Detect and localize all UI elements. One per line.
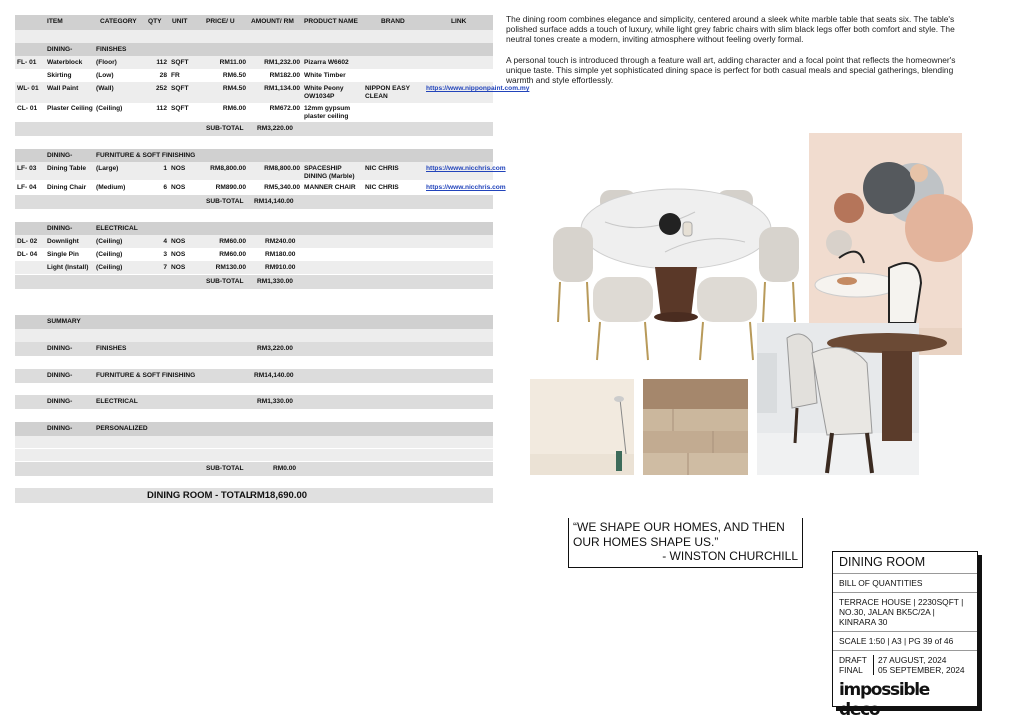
item-unit: FR [171,72,180,79]
subtotal-value: RM14,140.00 [254,198,294,205]
summary-name: ELECTRICAL [96,398,138,405]
final-date: 05 SEPTEMBER, 2024 [873,665,965,675]
item-name: Waterblock [47,59,83,66]
subtotal-label: SUB-TOTAL [206,125,244,132]
item-code: DL- 04 [17,251,38,258]
wall-paint-image [530,379,634,475]
section-name: ELECTRICAL [96,225,138,232]
item-price: RM890.00 [215,184,246,191]
item-brand: NIC CHRIS [365,184,399,191]
subtotal-label: SUB-TOTAL [206,465,244,472]
summary-amount: RM14,140.00 [254,372,294,379]
item-amount: RM1,232.00 [264,59,300,66]
draft-label: DRAFT [839,655,867,665]
subtotal-row [15,275,493,289]
summary-name: FURNITURE & SOFT FINISHING [96,372,196,379]
table-spacer [15,449,493,461]
item-price: RM60.00 [219,238,246,245]
item-brand: NIC CHRIS [365,165,399,172]
draft-date: 27 AUGUST, 2024 [873,655,946,665]
description-paragraph-1: The dining room combines elegance and simplicity, centered around a sleek white marble table that seats six. The table's polished surface adds a touch of luxury, while light grey fabric chairs with slim black legs offer both comfort and style. The neutral tones create a modern, inviting atmosphere without feeling overly formal. [506,14,955,45]
subtotal-label: SUB-TOTAL [206,278,244,285]
summary-name: FINISHES [96,345,127,352]
summary-room: DINING- [47,398,73,405]
table-spacer [15,329,493,342]
quote-author: - WINSTON CHURCHILL [662,549,798,563]
item-category: (Ceiling) [96,238,123,245]
item-price: RM6.50 [222,72,246,79]
item-unit: SQFT [171,85,189,92]
final-row [839,665,971,675]
drawing-title: DINING ROOM [833,552,977,574]
feature-wall-art-image [809,133,962,355]
subtotal-value: RM3,220.00 [257,125,293,132]
summary-heading: SUMMARY [47,318,81,325]
header-category: CATEGORY [100,18,137,25]
item-unit: NOS [171,165,186,172]
subtotal-row [15,122,493,136]
dining-chair-image [757,323,919,475]
section-name: FINISHES [96,46,127,53]
item-qty: 4 [163,238,167,245]
summary-room: DINING- [47,345,73,352]
item-qty: 7 [163,264,167,271]
item-name: Downlight [47,238,79,245]
item-name: Single Pin [47,251,79,258]
item-qty: 1 [163,165,167,172]
item-code: LF- 04 [17,184,37,191]
brand-logo: impossible deco [839,680,929,720]
item-category: (Large) [96,165,119,172]
item-brand: NIPPON EASY CLEAN [365,85,410,100]
item-amount: RM240.00 [265,238,296,245]
item-amount: RM8,800.00 [264,165,300,172]
item-category: (Wall) [96,85,114,92]
section-name: FURNITURE & SOFT FINISHING [96,152,196,159]
section-header-finishes [15,43,493,56]
final-label: FINAL [839,665,863,675]
section-room: DINING- [47,225,73,232]
dates [833,651,977,677]
scale-info: SCALE 1:50 | A3 | PG 39 of 46 [833,632,977,651]
summary-name: PERSONALIZED [96,425,148,432]
item-name: Dining Table [47,165,87,172]
item-category: (Low) [96,72,114,79]
summary-room: DINING- [47,425,73,432]
item-price: RM6.00 [222,105,246,112]
item-price: RM130.00 [215,264,246,271]
item-product: SPACESHIP DINING (Marble) [304,165,355,180]
item-product: MANNER CHAIR [304,184,356,191]
item-category: (Ceiling) [96,264,123,271]
item-qty: 28 [159,72,167,79]
item-amount: RM5,340.00 [264,184,300,191]
drawing-subtitle: BILL OF QUANTITIES [833,574,977,593]
summary-amount: RM3,220.00 [257,345,293,352]
header-item: ITEM [47,18,63,25]
item-amount: RM672.00 [269,105,300,112]
table-row [15,235,493,248]
product-link[interactable]: https://www.nicchris.com [426,165,506,172]
section-room: DINING- [47,46,73,53]
item-qty: 252 [155,85,167,92]
header-price: PRICE/ U [206,18,235,25]
item-code: CL- 01 [17,105,38,112]
summary-subtotal-row [15,462,493,476]
quote-text: “WE SHAPE OUR HOMES, AND THEN OUR HOMES SHAPE US.” [573,520,785,549]
item-unit: NOS [171,264,186,271]
room-description [506,14,976,95]
draft-row [839,655,971,665]
header-product: PRODUCT NAME [304,18,358,25]
item-name: Skirting [47,72,72,79]
item-product: White Timber [304,72,346,79]
item-unit: SQFT [171,59,189,66]
item-product: Pizarra W6602 [304,59,349,66]
item-code: DL- 02 [17,238,38,245]
item-name: Dining Chair [47,184,87,191]
item-price: RM11.00 [219,59,246,66]
product-link[interactable]: https://www.nicchris.com [426,184,506,191]
quote-box [568,518,803,568]
item-amount: RM182.00 [269,72,300,79]
summary-row [15,342,493,356]
project-info: TERRACE HOUSE | 2230SQFT | NO.30, JALAN BK5C/2A | KINRARA 30 [833,593,977,632]
section-header-electrical [15,222,493,235]
item-qty: 112 [156,105,167,112]
summary-header [15,315,493,329]
table-spacer [15,436,493,448]
total-value: RM18,690.00 [250,490,308,501]
item-code: WL- 01 [17,85,39,92]
header-unit: UNIT [172,18,188,25]
product-link[interactable]: https://www.nipponpaint.com.my [426,85,530,92]
floor-texture-image [643,379,748,475]
item-amount: RM1,134.00 [264,85,300,92]
header-amount: AMOUNT/ RM [251,18,294,25]
item-product: White Peony OW1034P [304,85,344,100]
item-price: RM4.50 [222,85,246,92]
item-code: FL- 01 [17,59,37,66]
title-block [832,551,978,720]
header-brand: BRAND [381,18,405,25]
item-qty: 112 [156,59,167,66]
summary-room: DINING- [47,372,73,379]
table-spacer [15,30,493,43]
header-qty: QTY [148,18,162,25]
item-amount: RM180.00 [265,251,296,258]
summary-amount: RM1,330.00 [257,398,293,405]
item-qty: 6 [163,184,167,191]
total-label: DINING ROOM - TOTAL [147,490,252,501]
item-unit: NOS [171,251,186,258]
subtotal-value: RM1,330.00 [257,278,293,285]
item-name: Wall Paint [47,85,79,92]
item-qty: 3 [163,251,167,258]
item-price: RM60.00 [219,251,246,258]
summary-row [15,395,493,409]
subtotal-value: RM0.00 [273,465,297,472]
item-category: (Ceiling) [96,105,123,112]
description-paragraph-2: A personal touch is introduced through a feature wall art, adding character and a focal point that reflects the homeowner's unique taste. This simple yet sophisticated dining space is perfect for both casual meals and special gatherings, blending warmth and style effortlessly. [506,54,956,86]
subtotal-label: SUB-TOTAL [206,198,244,205]
item-unit: SQFT [171,105,189,112]
section-header-furniture [15,149,493,162]
item-category: (Ceiling) [96,251,123,258]
section-room: DINING- [47,152,73,159]
item-name: Light (Install) [47,264,89,271]
item-price: RM8,800.00 [210,165,246,172]
item-code: LF- 03 [17,165,37,172]
header-link: LINK [451,18,467,25]
item-name: Plaster Ceiling [47,105,93,112]
item-category: (Medium) [96,184,126,191]
item-unit: NOS [171,184,186,191]
item-product: 12mm gypsum plaster ceiling [304,105,351,120]
item-unit: NOS [171,238,186,245]
item-amount: RM910.00 [265,264,296,271]
summary-row [15,422,493,436]
item-category: (Floor) [96,59,117,66]
